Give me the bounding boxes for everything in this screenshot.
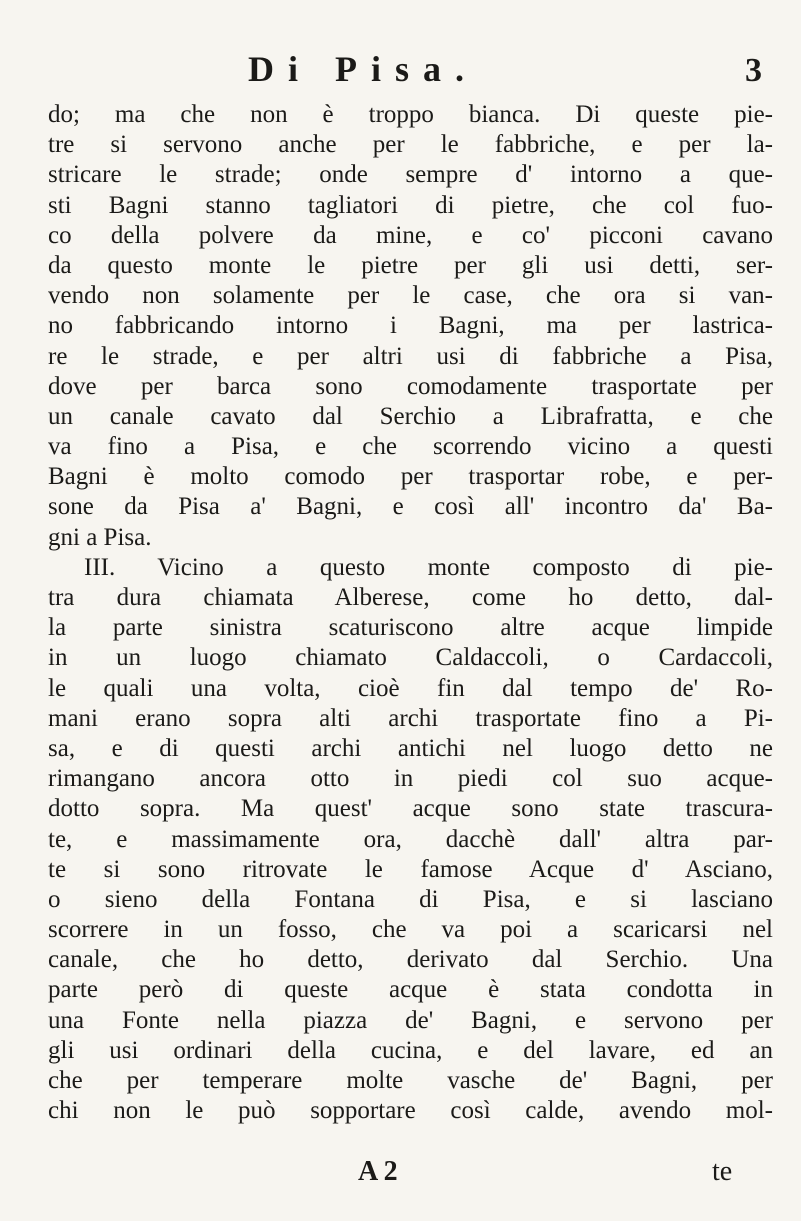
text-line: tra dura chiamata Alberese, come ho detto, dal- bbox=[48, 584, 773, 611]
text-line: o sieno della Fontana di Pisa, e si lasciano bbox=[48, 885, 773, 913]
text-line: sti Bagni stanno tagliatori di pietre, che col fuo- bbox=[48, 191, 773, 219]
text-line: gli usi ordinari della cucina, e del lavare, ed an bbox=[48, 1036, 773, 1064]
text-line: canale, che ho detto, derivato dal Serchio. Una bbox=[48, 946, 773, 974]
text-line: scorrere in un fosso, che va poi a scaricarsi nel bbox=[48, 916, 773, 944]
text-line: parte però di queste acque è stata condotta in bbox=[48, 976, 773, 1004]
text-line: rimangano ancora otto in piedi col suo acque- bbox=[48, 765, 773, 793]
text-line: le quali una volta, cioè fin dal tempo de' Ro- bbox=[48, 674, 773, 702]
text-line: do; ma che non è troppo bianca. Di queste pie- bbox=[48, 101, 773, 128]
text-line: re le strade, e per altri usi di fabbriche a Pisa, bbox=[48, 342, 773, 370]
text-line: dotto sopra. Ma quest' acque sono state trascura- bbox=[48, 795, 773, 823]
text-line: vendo non solamente per le case, che ora si van- bbox=[48, 282, 773, 310]
body-text bbox=[48, 100, 773, 1126]
text-line: stricare le strade; onde sempre d' intorno a que- bbox=[48, 161, 773, 189]
text-line: no fabbricando intorno i Bagni, ma per lastrica- bbox=[48, 312, 773, 340]
signature-mark: A 2 bbox=[358, 1156, 398, 1187]
text-line: gni a Pisa. bbox=[48, 523, 152, 551]
text-line: Bagni è molto comodo per trasportar robe, e per- bbox=[48, 463, 773, 491]
page-footer bbox=[0, 1156, 801, 1192]
section-opening-line: III. Vicino a questo monte composto di pie- bbox=[84, 553, 773, 581]
text-line: co della polvere da mine, e co' picconi cavano bbox=[48, 221, 773, 249]
running-title: Di Pisa. bbox=[248, 49, 479, 89]
catchword: te bbox=[712, 1156, 733, 1187]
text-line: un canale cavato dal Serchio a Librafratta, e che bbox=[48, 402, 773, 430]
text-line: tre si servono anche per le fabbriche, e per la- bbox=[48, 131, 773, 159]
page-number: 3 bbox=[745, 52, 762, 89]
text-line: in un luogo chiamato Caldaccoli, o Cardaccoli, bbox=[48, 644, 773, 672]
text-line: sone da Pisa a' Bagni, e così all' incontro da' Ba- bbox=[48, 493, 773, 521]
text-line: sa, e di questi archi antichi nel luogo detto ne bbox=[48, 734, 773, 762]
text-line: che per temperare molte vasche de' Bagni, per bbox=[48, 1067, 773, 1094]
text-line: mani erano sopra alti archi trasportate fino a Pi- bbox=[48, 704, 773, 732]
text-line: va fino a Pisa, e che scorrendo vicino a questi bbox=[48, 433, 773, 461]
running-head bbox=[0, 48, 801, 92]
text-line: chi non le può sopportare così calde, avendo mol- bbox=[48, 1097, 773, 1125]
text-line: te si sono ritrovate le famose Acque d' Asciano, bbox=[48, 855, 773, 883]
text-line: te, e massimamente ora, dacchè dall' altra par- bbox=[48, 825, 773, 853]
text-line: da questo monte le pietre per gli usi detti, ser- bbox=[48, 251, 773, 279]
text-line: una Fonte nella piazza de' Bagni, e servono per bbox=[48, 1006, 773, 1034]
text-line: la parte sinistra scaturiscono altre acque limpide bbox=[48, 614, 773, 642]
text-line: dove per barca sono comodamente trasportate per bbox=[48, 372, 773, 400]
